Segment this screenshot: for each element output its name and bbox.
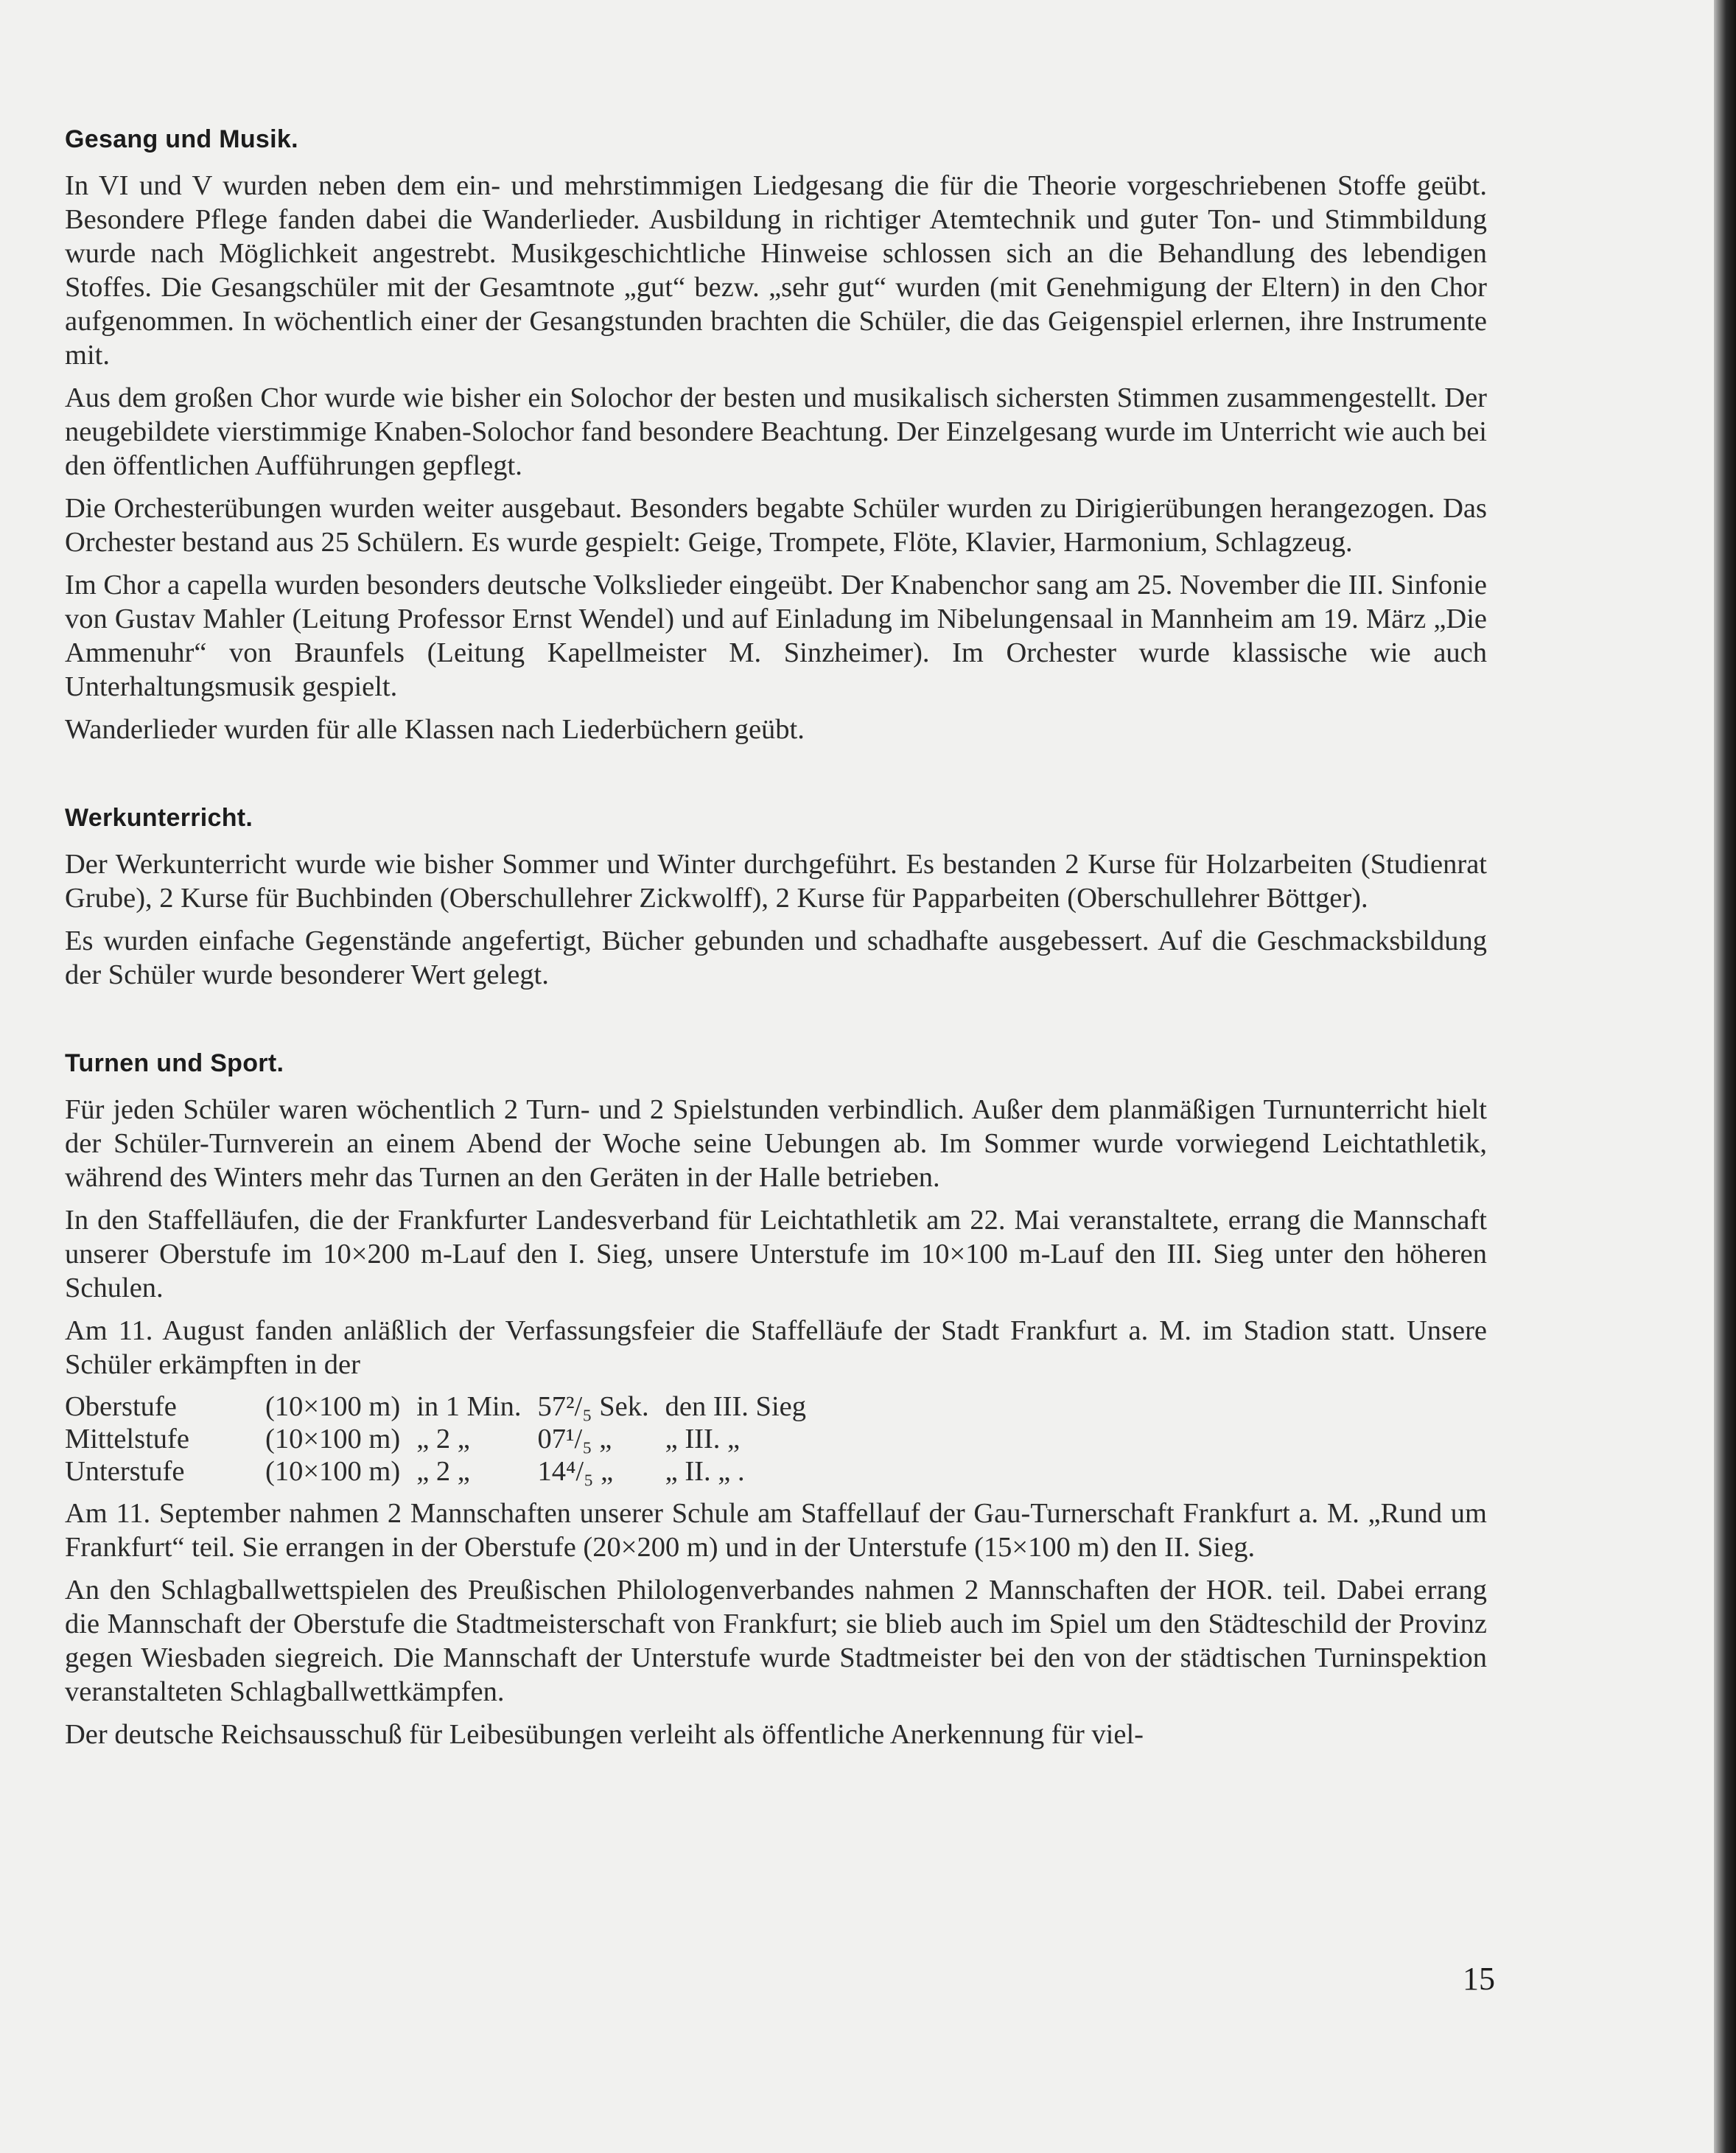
result-time: 57²/₅ Sek. xyxy=(537,1391,649,1422)
section-turnen-und-sport xyxy=(65,1049,1487,1751)
result-prefix: in 1 Min. xyxy=(416,1391,522,1422)
result-place: „ II. „ . xyxy=(665,1456,745,1487)
paragraph: Am 11. September nahmen 2 Mannschaften unserer Schule am Staffellauf der Gau-Turnerschaft Frankfurt a. M. „Rund um Frankfurt“ teil. Sie errangen in der Oberstufe (20×200 m) und in der Unterstufe (15×100 m) den II. Sieg. xyxy=(65,1498,1487,1563)
result-time: 14⁴/₅ „ xyxy=(537,1456,614,1487)
paragraph: In den Staffelläufen, die der Frankfurter Landesverband für Leichtathletik am 22. Mai veranstaltete, errang die Mannschaft unserer Oberstufe im 10×200 m-Lauf den I. Sieg, unsere Unterstufe im 10×100 m-Lauf den III. Sieg unter den höheren Schulen. xyxy=(65,1205,1487,1303)
section-heading: Werkunterricht. xyxy=(65,804,253,832)
result-level: Unterstufe xyxy=(65,1456,185,1487)
page-content xyxy=(65,125,1487,1809)
result-place: den III. Sieg xyxy=(665,1391,806,1422)
result-level: Oberstufe xyxy=(65,1391,177,1422)
result-time: 07¹/₅ „ xyxy=(537,1424,612,1454)
result-place: „ III. „ xyxy=(665,1424,741,1454)
section-heading: Turnen und Sport. xyxy=(65,1049,284,1077)
paragraph: Der Werkunterricht wurde wie bisher Sommer und Winter durchgeführt. Es bestanden 2 Kurse für Holzarbeiten (Studienrat Grube), 2 Kurse für Buchbinden (Oberschullehrer Zickwolff), 2 Kurse für Papparbeiten (Oberschullehrer Böttger). xyxy=(65,849,1487,914)
paragraph: Im Chor a capella wurden besonders deutsche Volkslieder eingeübt. Der Knabenchor sang am 25. November die III. Sinfonie von Gustav Mahler (Leitung Professor Ernst Wendel) und auf Einladung im Nibelungensaal in Mannheim am 19. März „Die Ammenuhr“ von Braunfels (Leitung Kapellmeister M. Sinzheimer). Im Orchester wurde klassische wie auch Unterhaltungsmusik gespielt. xyxy=(65,570,1487,702)
paragraph: Für jeden Schüler waren wöchentlich 2 Turn- und 2 Spielstunden verbindlich. Außer dem planmäßigen Turnunterricht hielt der Schüler-Turnverein an einem Abend der Woche seine Uebungen ab. Im Sommer wurde vorwiegend Leichtathletik, während des Winters mehr das Turnen an den Geräten in der Halle betrieben. xyxy=(65,1094,1487,1193)
paragraph: Es wurden einfache Gegenstände angefertigt, Bücher gebunden und schadhafte ausgebessert. Auf die Geschmacksbildung der Schüler wurde besonderer Wert gelegt. xyxy=(65,925,1487,990)
paragraph: Die Orchesterübungen wurden weiter ausgebaut. Besonders begabte Schüler wurden zu Dirigierübungen herangezogen. Das Orchester bestand aus 25 Schülern. Es wurde gespielt: Geige, Trompete, Flöte, Klavier, Harmonium, Schlagzeug. xyxy=(65,493,1487,558)
table-row xyxy=(65,1423,822,1455)
section-werkunterricht xyxy=(65,804,1487,992)
section-gesang-und-musik xyxy=(65,125,1487,746)
relay-results-table xyxy=(65,1390,822,1488)
paragraph: In VI und V wurden neben dem ein- und mehrstimmigen Liedgesang die für die Theorie vorgeschriebenen Stoffe geübt. Besondere Pflege fanden dabei die Wanderlieder. Ausbildung in richtiger Atemtechnik und guter Ton- und Stimmbildung wurde nach Möglichkeit angestrebt. Musikgeschichtliche Hinweise schlossen sich an die Behandlung des lebendigen Stoffes. Die Gesangschüler mit der Gesamtnote „gut“ bezw. „sehr gut“ wurden (mit Genehmigung der Eltern) in den Chor aufgenommen. In wöchentlich einer der Gesangstunden brachten die Schüler, die das Geigenspiel erlernen, ihre Instrumente mit. xyxy=(65,170,1487,371)
paragraph: Am 11. August fanden anläßlich der Verfassungsfeier die Staffelläufe der Stadt Frankfurt a. M. im Stadion statt. Unsere Schüler erkämpften in der xyxy=(65,1315,1487,1380)
paragraph: An den Schlagballwettspielen des Preußischen Philologenverbandes nahmen 2 Mannschaften der HOR. teil. Dabei errang die Mannschaft der Oberstufe die Stadtmeisterschaft von Frankfurt; sie blieb auch im Spiel um den Städteschild der Provinz gegen Wiesbaden siegreich. Die Mannschaft der Unterstufe wurde Stadtmeister bei den von der städtischen Turninspektion veranstalteten Schlagballwettkämpfen. xyxy=(65,1575,1487,1707)
paragraph: Wanderlieder wurden für alle Klassen nach Liederbüchern geübt. xyxy=(65,714,805,745)
table-row xyxy=(65,1390,822,1423)
page-edge xyxy=(1714,0,1736,2153)
result-relay: (10×100 m) xyxy=(265,1391,401,1422)
paragraph: Aus dem großen Chor wurde wie bisher ein Solochor der besten und musikalisch sichersten Stimmen zusammengestellt. Der neugebildete vierstimmige Knaben-Solochor fand besondere Beachtung. Der Einzelgesang wurde im Unterricht wie auch bei den öffentlichen Aufführungen gepflegt. xyxy=(65,382,1487,481)
result-prefix: „ 2 „ xyxy=(416,1456,470,1487)
table-row xyxy=(65,1455,822,1488)
result-level: Mittelstufe xyxy=(65,1424,189,1454)
paragraph: Der deutsche Reichsausschuß für Leibesübungen verleiht als öffentliche Anerkennung für viel- xyxy=(65,1719,1144,1750)
result-relay: (10×100 m) xyxy=(265,1424,401,1454)
result-relay: (10×100 m) xyxy=(265,1456,401,1487)
section-heading: Gesang und Musik. xyxy=(65,125,298,153)
page-number: 15 xyxy=(1463,1961,1495,1997)
result-prefix: „ 2 „ xyxy=(416,1424,470,1454)
